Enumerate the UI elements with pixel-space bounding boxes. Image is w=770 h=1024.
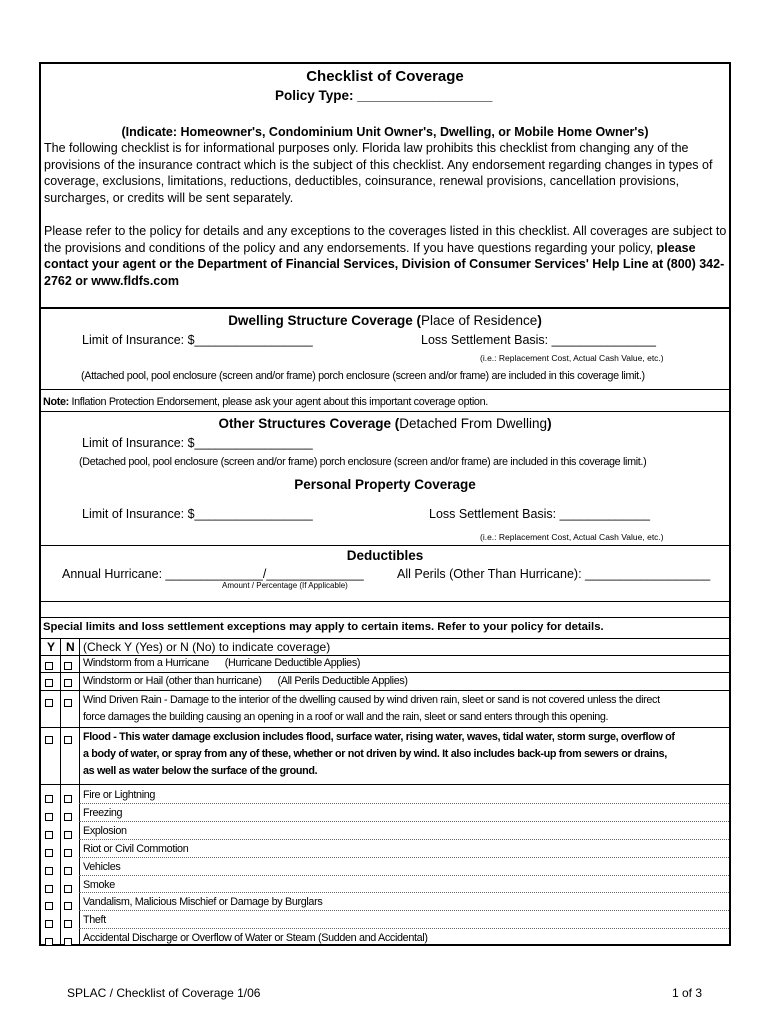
yes-column-header: Y: [47, 640, 56, 654]
accidental-discharge-no-checkbox[interactable]: [64, 938, 72, 946]
form-title: Checklist of Coverage: [306, 68, 464, 85]
theft-yes-checkbox[interactable]: [45, 920, 53, 928]
other-structures-detached-note: (Detached pool, pool enclosure (screen and/or frame) porch enclosure (screen and/or frame) are included in this coverage limit.): [79, 456, 647, 468]
riot-yes-checkbox[interactable]: [45, 849, 53, 857]
riot-no-checkbox[interactable]: [64, 849, 72, 857]
divider: [41, 307, 729, 309]
other-heading-plain: Detached From Dwelling: [399, 416, 548, 431]
explosion-no-checkbox[interactable]: [64, 831, 72, 839]
checklist-row: [41, 893, 729, 911]
checklist-row: [41, 911, 729, 928]
checklist-form: [39, 62, 731, 946]
checklist-row: [41, 858, 729, 876]
dwelling-heading: [41, 313, 729, 328]
note-text: Inflation Protection Endorsement, please ask your agent about this important coverage option.: [71, 396, 488, 408]
checklist-row-hail: [41, 673, 729, 690]
divider: [41, 411, 729, 412]
intro-paragraph: The following checklist is for informational purposes only. Florida law prohibits this checklist from changing any of the provisions of the insurance contract which is the subject of this checklist. Any endorsement regarding changes in types of coverage, exclusions, limitations, reductions, deductibles, coinsurance, renewal provisions, cancellation provisions, surcharges, or credits will be sent separately.: [44, 141, 713, 205]
contact-paragraph: [44, 223, 730, 289]
contact-help-line: please contact your agent or the Department of Financial Services, Division of Consumer Services' Help Line at (800) 342-2762 or www.fldfs.com: [44, 240, 725, 288]
all-perils-deductible-field[interactable]: All Perils (Other Than Hurricane): __________________: [397, 567, 711, 581]
dwelling-heading-close: ): [537, 313, 542, 328]
annual-hurricane-field[interactable]: Annual Hurricane: ______________/______________: [62, 567, 364, 581]
vandalism-yes-checkbox[interactable]: [45, 902, 53, 910]
checklist-row: [41, 785, 729, 803]
peril-label: Smoke: [83, 879, 115, 891]
dwelling-heading-bold: Dwelling Structure Coverage (: [228, 313, 421, 328]
deductibles-heading: Deductibles: [346, 548, 424, 563]
divider: [41, 545, 729, 546]
windstorm-label: Windstorm from a Hurricane (Hurricane Deductible Applies): [83, 657, 361, 669]
peril-label: Freezing: [83, 807, 123, 819]
checklist-row-flood: [41, 728, 729, 784]
peril-label: Accidental Discharge or Overflow of Water or Steam (Sudden and Accidental): [83, 932, 428, 944]
personal-property-loss-basis-field[interactable]: Loss Settlement Basis: _____________: [429, 507, 650, 521]
page-number: 1 of 3: [672, 986, 703, 1000]
wind-rain-yes-checkbox[interactable]: [45, 699, 53, 707]
smoke-yes-checkbox[interactable]: [45, 885, 53, 893]
smoke-no-checkbox[interactable]: [64, 885, 72, 893]
peril-label: Theft: [83, 914, 106, 926]
fire-yes-checkbox[interactable]: [45, 795, 53, 803]
peril-label: Riot or Civil Commotion: [83, 843, 189, 855]
flood-label-line2: a body of water, or spray from any of these, whether or not driven by wind. It also includes back-up from sewers or drains,: [83, 748, 667, 760]
dwelling-loss-basis-field[interactable]: Loss Settlement Basis: _______________: [421, 333, 656, 347]
checklist-row-wind-driven-rain: [41, 691, 729, 727]
flood-no-checkbox[interactable]: [64, 736, 72, 744]
vehicles-yes-checkbox[interactable]: [45, 867, 53, 875]
wind-rain-label-line1: Wind Driven Rain - Damage to the interior of the dwelling caused by wind driven rain, sleet or sand is not covered unless the direct: [83, 694, 660, 706]
checklist-header-row: [41, 639, 729, 655]
checklist-row: [41, 822, 729, 840]
other-heading-close: ): [547, 416, 552, 431]
hail-label: Windstorm or Hail (other than hurricane) (All Perils Deductible Applies): [83, 675, 408, 687]
flood-yes-checkbox[interactable]: [45, 736, 53, 744]
divider: [41, 601, 729, 602]
other-structures-limit-field[interactable]: Limit of Insurance: $_________________: [82, 436, 313, 450]
checklist-row: [41, 840, 729, 858]
fire-no-checkbox[interactable]: [64, 795, 72, 803]
contact-text: Please refer to the policy for details and any exceptions to the coverages listed in this checklist. All coverages are subject to the provisions and conditions of the policy and any endorsements. If you have questions regarding your policy,: [44, 224, 727, 255]
checklist-row: [41, 804, 729, 822]
personal-property-heading: Personal Property Coverage: [294, 477, 476, 492]
vandalism-no-checkbox[interactable]: [64, 902, 72, 910]
dwelling-loss-basis-hint: (i.e.: Replacement Cost, Actual Cash Value, etc.): [480, 353, 664, 363]
vehicles-no-checkbox[interactable]: [64, 867, 72, 875]
wind-rain-label-line2: force damages the building causing an opening in a roof or wall and the rain, sleet or sand enters through this opening.: [83, 711, 609, 723]
flood-label-line3: as well as water below the surface of the ground.: [83, 765, 318, 777]
dwelling-limit-field[interactable]: Limit of Insurance: $_________________: [82, 333, 313, 347]
divider: [41, 617, 729, 618]
special-limits-notice: Special limits and loss settlement exceptions may apply to certain items. Refer to your policy for details.: [43, 621, 604, 633]
personal-property-loss-basis-hint: (i.e.: Replacement Cost, Actual Cash Value, etc.): [480, 532, 664, 542]
hail-no-checkbox[interactable]: [64, 679, 72, 687]
theft-no-checkbox[interactable]: [64, 920, 72, 928]
dwelling-attached-note: (Attached pool, pool enclosure (screen and/or frame) porch enclosure (screen and/or frame) are included in this coverage limit.): [81, 370, 645, 382]
checklist-instruction: (Check Y (Yes) or N (No) to indicate coverage): [83, 640, 331, 654]
checklist-row-windstorm: [41, 656, 729, 672]
policy-type-field[interactable]: Policy Type: __________________: [275, 88, 493, 103]
wind-rain-no-checkbox[interactable]: [64, 699, 72, 707]
deductible-amount-hint: Amount / Percentage (If Applicable): [222, 581, 348, 590]
policy-type-instructions: (Indicate: Homeowner's, Condominium Unit Owner's, Dwelling, or Mobile Home Owner's): [121, 125, 649, 139]
checklist-row: [41, 929, 729, 946]
peril-label: Vandalism, Malicious Mischief or Damage by Burglars: [83, 896, 323, 908]
other-structures-heading: [41, 416, 729, 431]
explosion-yes-checkbox[interactable]: [45, 831, 53, 839]
freezing-no-checkbox[interactable]: [64, 813, 72, 821]
note-label: Note:: [43, 396, 69, 408]
freezing-yes-checkbox[interactable]: [45, 813, 53, 821]
accidental-discharge-yes-checkbox[interactable]: [45, 938, 53, 946]
other-heading-bold: Other Structures Coverage (: [218, 416, 400, 431]
no-column-header: N: [66, 640, 75, 654]
peril-label: Fire or Lightning: [83, 789, 156, 801]
hail-yes-checkbox[interactable]: [45, 679, 53, 687]
personal-property-limit-field[interactable]: Limit of Insurance: $_________________: [82, 507, 313, 521]
divider: [41, 389, 729, 390]
form-number: SPLAC / Checklist of Coverage 1/06: [67, 986, 261, 1000]
flood-label-line1: Flood - This water damage exclusion includes flood, surface water, rising water, waves, tidal water, storm surge, overflow of: [83, 731, 675, 743]
windstorm-no-checkbox[interactable]: [64, 662, 72, 670]
windstorm-yes-checkbox[interactable]: [45, 662, 53, 670]
peril-label: Explosion: [83, 825, 127, 837]
inflation-note: [43, 396, 488, 408]
peril-label: Vehicles: [83, 861, 121, 873]
dwelling-heading-plain: Place of Residence: [420, 313, 538, 328]
checklist-row: [41, 876, 729, 893]
